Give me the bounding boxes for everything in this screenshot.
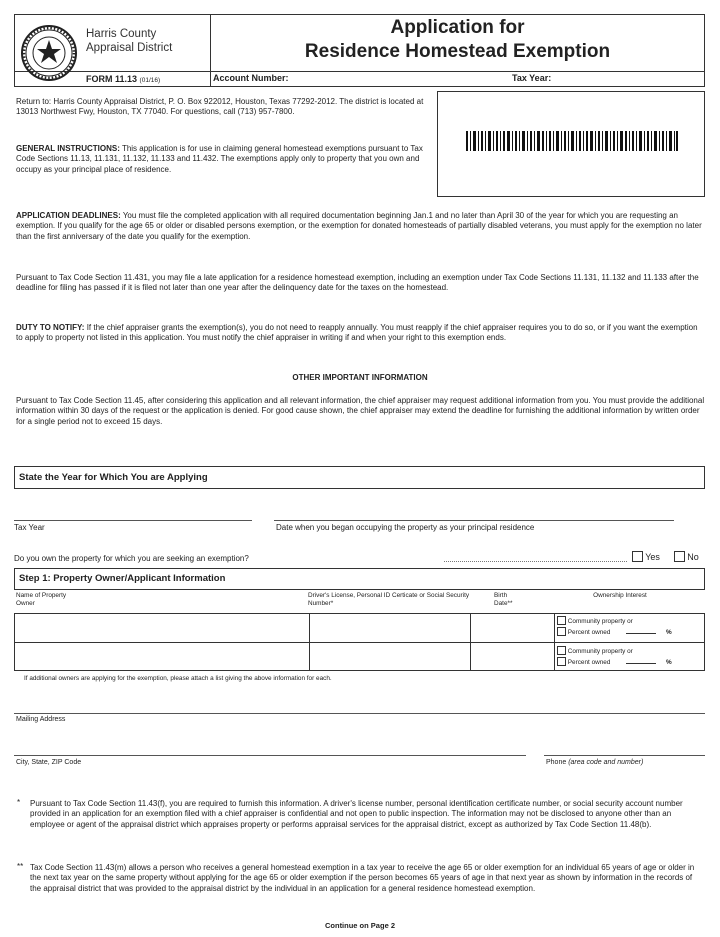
general-instructions-heading: GENERAL INSTRUCTIONS:: [16, 144, 120, 153]
year-section-header: [14, 466, 705, 489]
own-no-option[interactable]: [674, 551, 699, 563]
percent-owned-field-1[interactable]: [626, 633, 656, 634]
header-divider-horizontal: [15, 71, 704, 72]
col-name-header: Name of Property Owner: [16, 592, 67, 607]
owner-id-field-1[interactable]: [310, 614, 468, 641]
phone-label: Phone: [546, 759, 567, 766]
title-line2: Residence Homestead Exemption: [304, 41, 611, 62]
community-property-option-1[interactable]: [557, 616, 703, 626]
percent-sign-1: %: [665, 628, 672, 636]
agency-name-line2: Appraisal District: [86, 42, 173, 54]
footnote-2-text: Tax Code Section 11.43(m) allows a person who receives a general homestead exemption in a tax year to receive the age 65 or older exemption for an individual 65 years of age or older in the next tax year on the same property without applying for the age 65 or older exemption if the person becomes 65 years of age in that next year as shown by information in the records of the appraisal district that was provided to the appraisal district by the individual in an application for a general residence homestead exemption.: [30, 863, 695, 893]
general-instructions-text: This application is for use in claiming general homestead exemptions pursuant to Tax Code Sections 11.13, 11.131, 11.132, 11.133 and 11.432. The exemptions apply only to property that you own and occupy as your principal place of residence.: [16, 144, 423, 174]
account-number-label: Account Number:: [213, 73, 289, 83]
continue-on-page-2: Continue on Page 2: [324, 921, 395, 930]
percent-owned-option-1[interactable]: [557, 627, 703, 637]
tax-year-label: Tax Year:: [512, 73, 552, 83]
duty-to-notify: [16, 323, 706, 344]
barcode-icon: [466, 131, 678, 151]
own-no-label: No: [687, 552, 699, 562]
barcode-box: [437, 91, 705, 197]
owner-table-col-divider-3: [554, 614, 555, 670]
phone-hint: (area code and number): [568, 759, 644, 766]
application-deadlines: [16, 211, 706, 242]
occupancy-date-label: Date when you began occupying the property as your principal residence: [276, 523, 535, 532]
city-state-zip-field[interactable]: [14, 755, 526, 756]
own-property-dotted-leader: [444, 561, 627, 562]
own-yes-option[interactable]: [632, 551, 660, 563]
tax-year-field-label: Tax Year: [14, 523, 45, 532]
mailing-address-label: Mailing Address: [16, 716, 66, 723]
community-property-label-2: Community property or: [567, 648, 633, 655]
form-number: [86, 74, 160, 84]
percent-owned-checkbox-2[interactable]: [557, 657, 566, 666]
agency-name-line1: Harris County: [86, 28, 157, 40]
mailing-address-field[interactable]: [14, 713, 705, 714]
application-deadlines-text: You must file the completed application with all required documentation beginning Jan.1 and no later than April 30 of the year for which you are requesting an exemption. If you qualify for the age 65 or older or disabled persons exemption, or the exemption for donated homesteads of partially disabled veterans, you must apply for the exemption no later than the first anniversary of the date you qualify for the exemption.: [16, 211, 702, 241]
general-instructions: [16, 144, 434, 175]
owner-name-field-2[interactable]: [15, 643, 307, 670]
community-property-checkbox-2[interactable]: [557, 646, 566, 655]
duty-to-notify-heading: DUTY TO NOTIFY:: [16, 323, 85, 332]
owner-id-field-2[interactable]: [310, 643, 468, 670]
phone-field[interactable]: [544, 755, 705, 756]
footnote-2-mark: **: [17, 862, 24, 871]
percent-owned-label-2: Percent owned: [567, 658, 611, 666]
return-to-text: Return to: Harris County Appraisal District, P. O. Box 922012, Houston, Texas 77292-2012. The district is located at 13013 Northwest Fwy, Houston, TX 77040. For questions, call (713) 957-7800.: [16, 97, 424, 117]
owner-birth-date-field-2[interactable]: [471, 643, 552, 670]
title-line1: Application for: [390, 17, 525, 38]
other-info-heading: OTHER IMPORTANT INFORMATION: [292, 373, 428, 382]
year-section-heading: State the Year for Which You are Applying: [19, 472, 208, 483]
owner-birth-date-field-1[interactable]: [471, 614, 552, 641]
community-property-checkbox-1[interactable]: [557, 616, 566, 625]
footnote-1-mark: *: [17, 798, 21, 807]
own-yes-label: Yes: [645, 552, 660, 562]
occupancy-date-field[interactable]: [274, 520, 674, 521]
application-deadlines-heading: APPLICATION DEADLINES:: [16, 211, 121, 220]
community-property-option-2[interactable]: [557, 646, 703, 656]
footnote-1-text: Pursuant to Tax Code Section 11.43(f), you are required to furnish this information. A driver's license number, personal identification certificate number, or social security account number provided in an application for an exemption filed with a chief appraiser is confidential and not open to public inspection. The information may not be disclosed to anyone other than an employee or agent of the appraisal district which appraises property or performs appraisal services for the appraisal district, except as authorized by Tax Code Section 11.48(b).: [30, 799, 683, 829]
percent-owned-checkbox-1[interactable]: [557, 627, 566, 636]
owner-name-field-1[interactable]: [15, 614, 307, 641]
duty-to-notify-text: If the chief appraiser grants the exemption(s), you do not need to reapply annually. You must reapply if the chief appraiser requires you to do so, or if you want the exemption to apply to property not listed in this application. You must notify the chief appraiser in writing if and when your right to this exemption ends.: [16, 323, 698, 343]
ownership-row-1: [557, 616, 703, 636]
county-seal-icon: [20, 24, 78, 82]
tax-year-field[interactable]: [14, 520, 252, 521]
own-property-question: Do you own the property for which you are seeking an exemption?: [14, 554, 249, 563]
percent-owned-label-1: Percent owned: [567, 628, 611, 636]
ownership-row-2: [557, 646, 703, 666]
percent-owned-field-2[interactable]: [626, 663, 656, 664]
community-property-label-1: Community property or: [567, 618, 633, 625]
own-no-checkbox[interactable]: [674, 551, 685, 562]
col-birth-header: Birth Date**: [494, 592, 513, 607]
percent-owned-option-2[interactable]: [557, 657, 703, 667]
step1-heading: Step 1: Property Owner/Applicant Information: [19, 573, 226, 584]
other-info-text: Pursuant to Tax Code Section 11.45, after considering this application and all relevant information, the chief appraiser may request additional information from you. You must provide the additional information within 30 days of the request or the application is denied. For good cause shown, the chief appraiser may extend the deadline for furnishing the additional information by written order for a single period not to exceed 15 days.: [16, 396, 705, 426]
step1-header: [14, 568, 705, 590]
own-yes-checkbox[interactable]: [632, 551, 643, 562]
col-id-header: Driver's License, Personal ID Certicate or Social Security Number*: [308, 592, 470, 607]
phone-label-group: [546, 759, 643, 768]
form-revision: (01/16): [139, 77, 161, 84]
form-number-text: FORM 11.13: [86, 74, 138, 84]
percent-sign-2: %: [665, 658, 672, 666]
col-ownership-header: Ownership Interest: [593, 592, 647, 599]
city-state-zip-label: City, State, ZIP Code: [16, 759, 82, 766]
additional-owners-note: If additional owners are applying for the exemption, please attach a list giving the above information for each.: [24, 675, 332, 682]
late-application-text: Pursuant to Tax Code Section 11.431, you may file a late application for a residence homestead exemption, including an exemption under Tax Code Sections 11.131, 11.132 and 11.133 after the deadline for filing has passed if it is filed not later than one year after the delinquency date for the taxes on the homestead.: [16, 273, 699, 293]
